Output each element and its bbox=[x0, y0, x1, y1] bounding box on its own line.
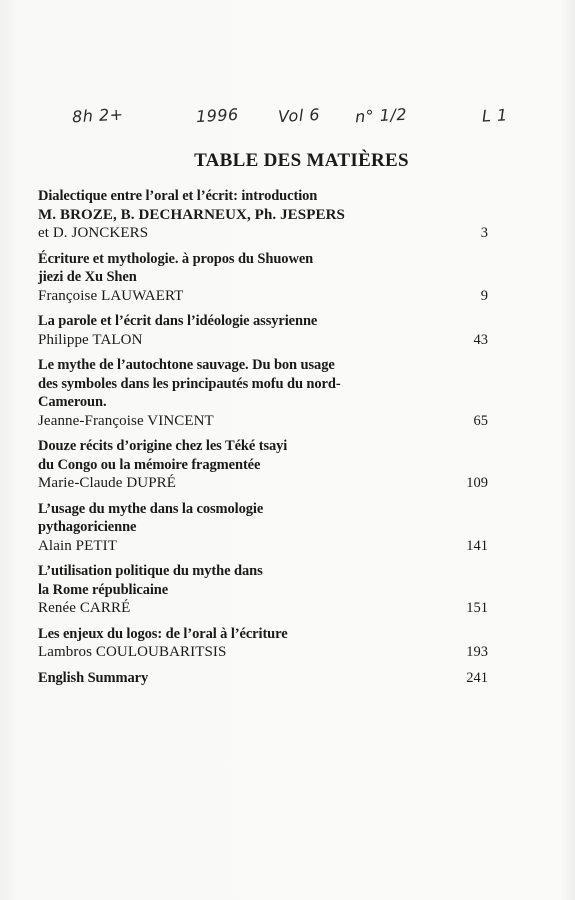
entry-title-line: La parole et l’écrit dans l’idéologie assyrienne bbox=[38, 313, 318, 329]
entry-author: Alain PETIT bbox=[38, 537, 118, 554]
toc-entry bbox=[38, 356, 488, 430]
entry-author: Lambros COULOUBARITSIS bbox=[38, 644, 227, 660]
annotation-volume: Vol 6 bbox=[277, 104, 321, 127]
entry-title-line: L’utilisation politique du mythe dans bbox=[38, 563, 263, 579]
entry-title-line: des symboles dans les principautés mofu du nord- bbox=[38, 375, 341, 392]
entry-title-line: Les enjeux du logos: de l’oral à l’écriture bbox=[38, 625, 288, 642]
entry-page-number: 3 bbox=[480, 225, 488, 241]
entry-page-number: 109 bbox=[466, 475, 488, 491]
entry-page-number: 141 bbox=[466, 537, 488, 554]
entry-title-line: Écriture et mythologie. à propos du Shuowen bbox=[38, 250, 314, 267]
entry-author: Renée CARRÉ bbox=[38, 600, 131, 616]
entry-author: Jeanne-Françoise VINCENT bbox=[38, 412, 214, 429]
annotation-shelfmark: 8h 2+ bbox=[71, 104, 124, 127]
entry-title-line: Dialectique entre l’oral et l’écrit: introduction bbox=[38, 188, 318, 204]
toc-entry bbox=[38, 625, 488, 662]
entry-page-number: 43 bbox=[473, 331, 488, 348]
annotation-year: 1996 bbox=[195, 104, 240, 127]
annotation-mark: L 1 bbox=[481, 105, 509, 126]
entry-title-line: Douze récits d’origine chez les Téké tsayi bbox=[38, 438, 288, 454]
entry-author: et D. JONCKERS bbox=[38, 225, 149, 241]
toc-entry bbox=[38, 312, 488, 349]
entry-author: Marie-Claude DUPRÉ bbox=[38, 475, 177, 491]
entry-title-line: pythagoricienne bbox=[38, 519, 137, 535]
page-title: TABLE DES MATIÈRES bbox=[194, 150, 409, 171]
entry-title-line: la Rome républicaine bbox=[38, 581, 169, 598]
entry-page-number: 241 bbox=[466, 669, 488, 686]
entry-page-number: 193 bbox=[466, 644, 488, 660]
toc-entry bbox=[38, 562, 488, 618]
entry-page-number: 9 bbox=[480, 287, 488, 304]
entry-title-line: L’usage du mythe dans la cosmologie bbox=[38, 500, 264, 517]
entry-page-number: 151 bbox=[466, 600, 488, 616]
toc-entry bbox=[38, 437, 488, 493]
entry-title-line: Cameroun. bbox=[38, 394, 107, 410]
handwritten-annotations bbox=[0, 98, 575, 128]
entry-author: Philippe TALON bbox=[38, 331, 143, 348]
toc-entry bbox=[38, 250, 488, 306]
entry-title-line: English Summary bbox=[38, 669, 149, 686]
entry-title-line: Le mythe de l’autochtone sauvage. Du bon usage bbox=[38, 357, 335, 373]
entry-title-line: du Congo ou la mémoire fragmentée bbox=[38, 456, 261, 473]
entry-page-number: 65 bbox=[473, 412, 488, 429]
table-of-contents bbox=[38, 187, 488, 694]
entry-title-line: M. BROZE, B. DECHARNEUX, Ph. JESPERS bbox=[38, 206, 345, 223]
toc-entry bbox=[38, 669, 488, 688]
entry-author: Françoise LAUWAERT bbox=[38, 287, 184, 304]
toc-entry bbox=[38, 187, 488, 243]
entry-title-line: jiezi de Xu Shen bbox=[38, 269, 137, 285]
toc-entry bbox=[38, 500, 488, 556]
annotation-issue: n° 1/2 bbox=[354, 104, 408, 127]
